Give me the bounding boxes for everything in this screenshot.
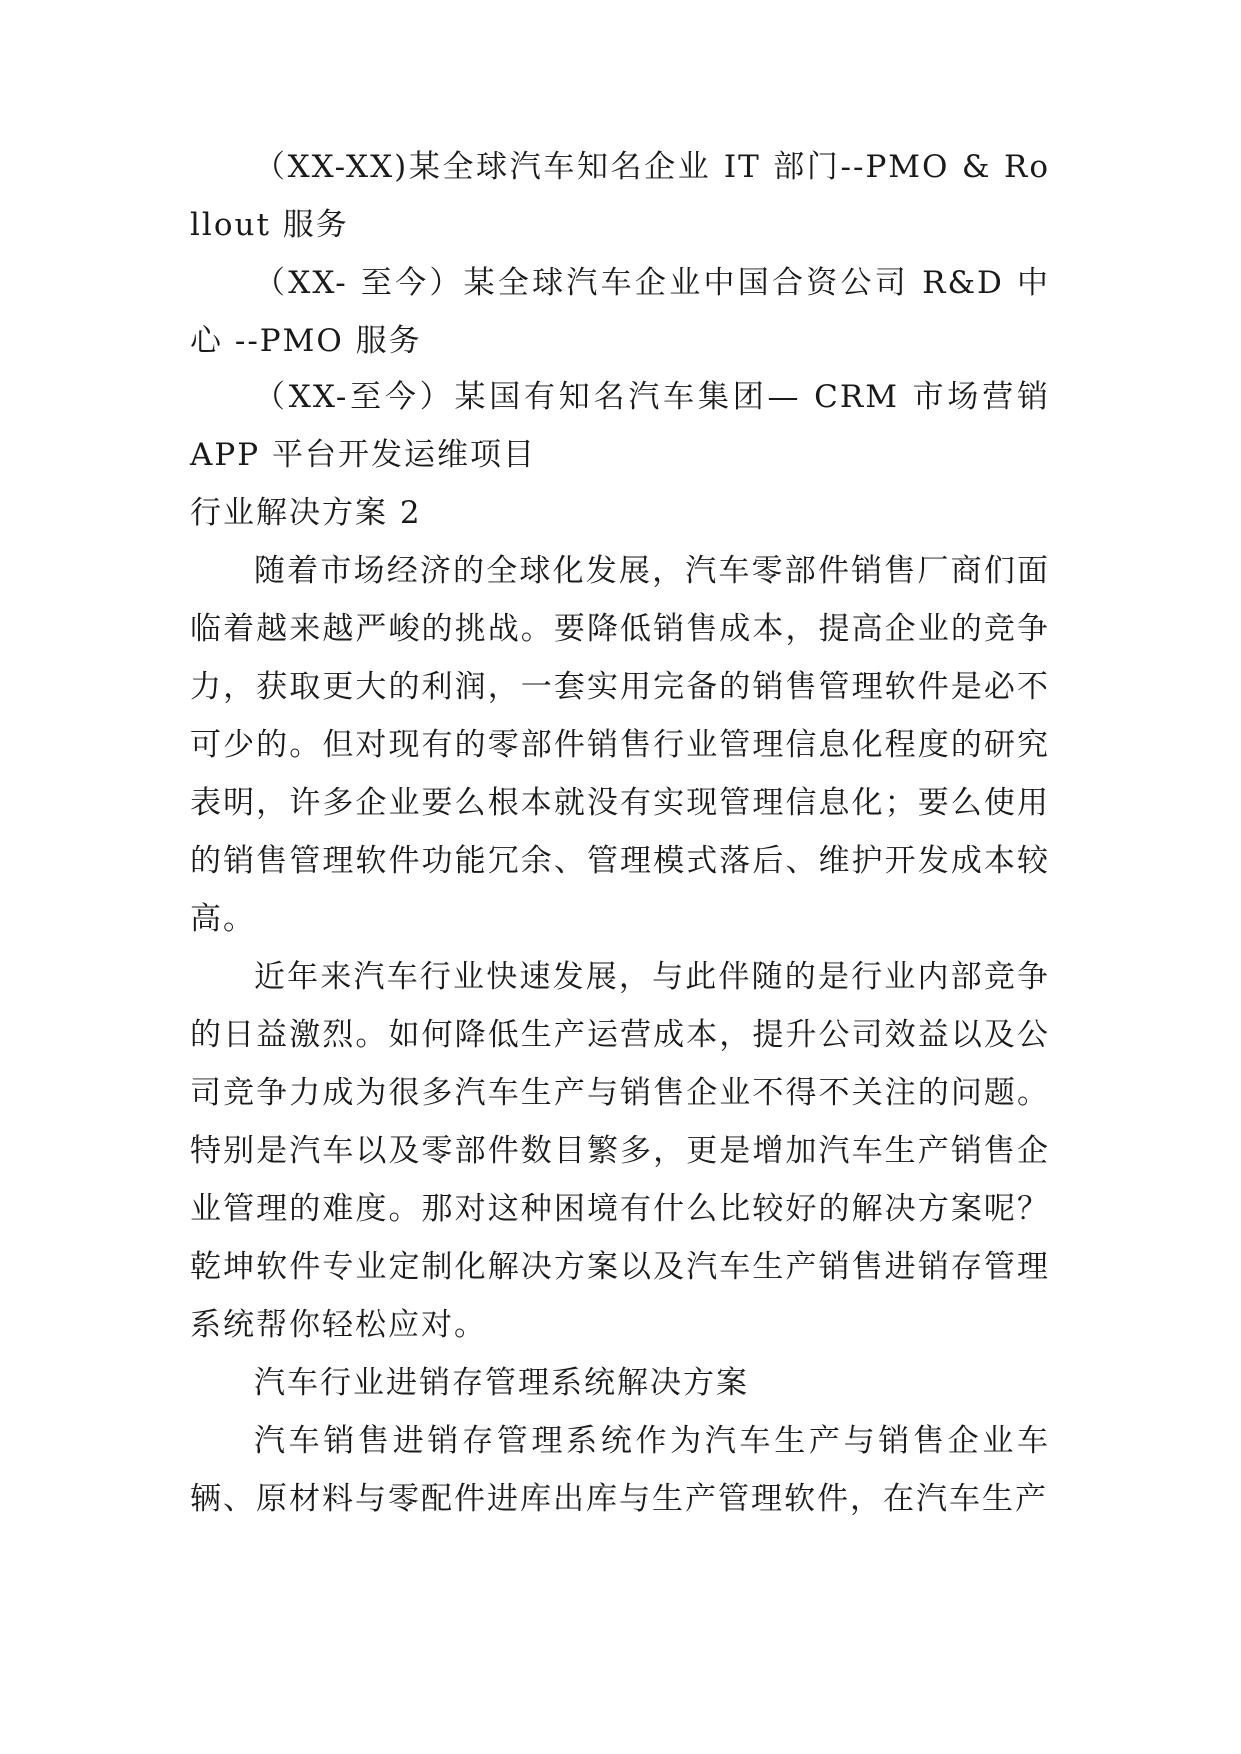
paragraph-industry-competition: 近年来汽车行业快速发展，与此伴随的是行业内部竞争的日益激烈。如何降低生产运营成本，提升公司效益以及公司竞争力成为很多汽车生产与销售企业不得不关注的问题。特别是汽车以及零部件数目繁多，更是增加汽车生产销售企业管理的难度。那对这种困境有什么比较好的解决方案呢？乾坤软件专业定制化解决方案以及汽车生产销售进销存管理系统帮你轻松应对。 (190, 959, 1050, 1343)
paragraph-market-challenge: 随着市场经济的全球化发展，汽车零部件销售厂商们面临着越来越严峻的挑战。要降低销售成本，提高企业的竞争力，获取更大的利润，一套实用完备的销售管理软件是必不可少的。但对现有的零部件销售行业管理信息化程度的研究表明，许多企业要么根本就没有实现管理信息化；要么使用的销售管理软件功能冗余、管理模式落后、维护开发成本较高。 (190, 553, 1050, 937)
paragraph-system-intro: 汽车销售进销存管理系统作为汽车生产与销售企业车辆、原材料与零配件进库出库与生产管理软件，在汽车生产 (190, 1423, 1050, 1517)
section-heading: 行业解决方案 2 (190, 495, 422, 531)
paragraph-pmo-rollout: （XX-XX)某全球汽车知名企业 IT 部门--PMO & Rollout 服务 (190, 149, 1050, 243)
subheading-solution: 汽车行业进销存管理系统解决方案 (254, 1365, 749, 1401)
paragraph-crm-app: （XX-至今）某国有知名汽车集团— CRM 市场营销 APP 平台开发运维项目 (190, 379, 1050, 473)
paragraph-rd-center: （XX- 至今）某全球汽车企业中国合资公司 R&D 中心 --PMO 服务 (190, 265, 1050, 359)
